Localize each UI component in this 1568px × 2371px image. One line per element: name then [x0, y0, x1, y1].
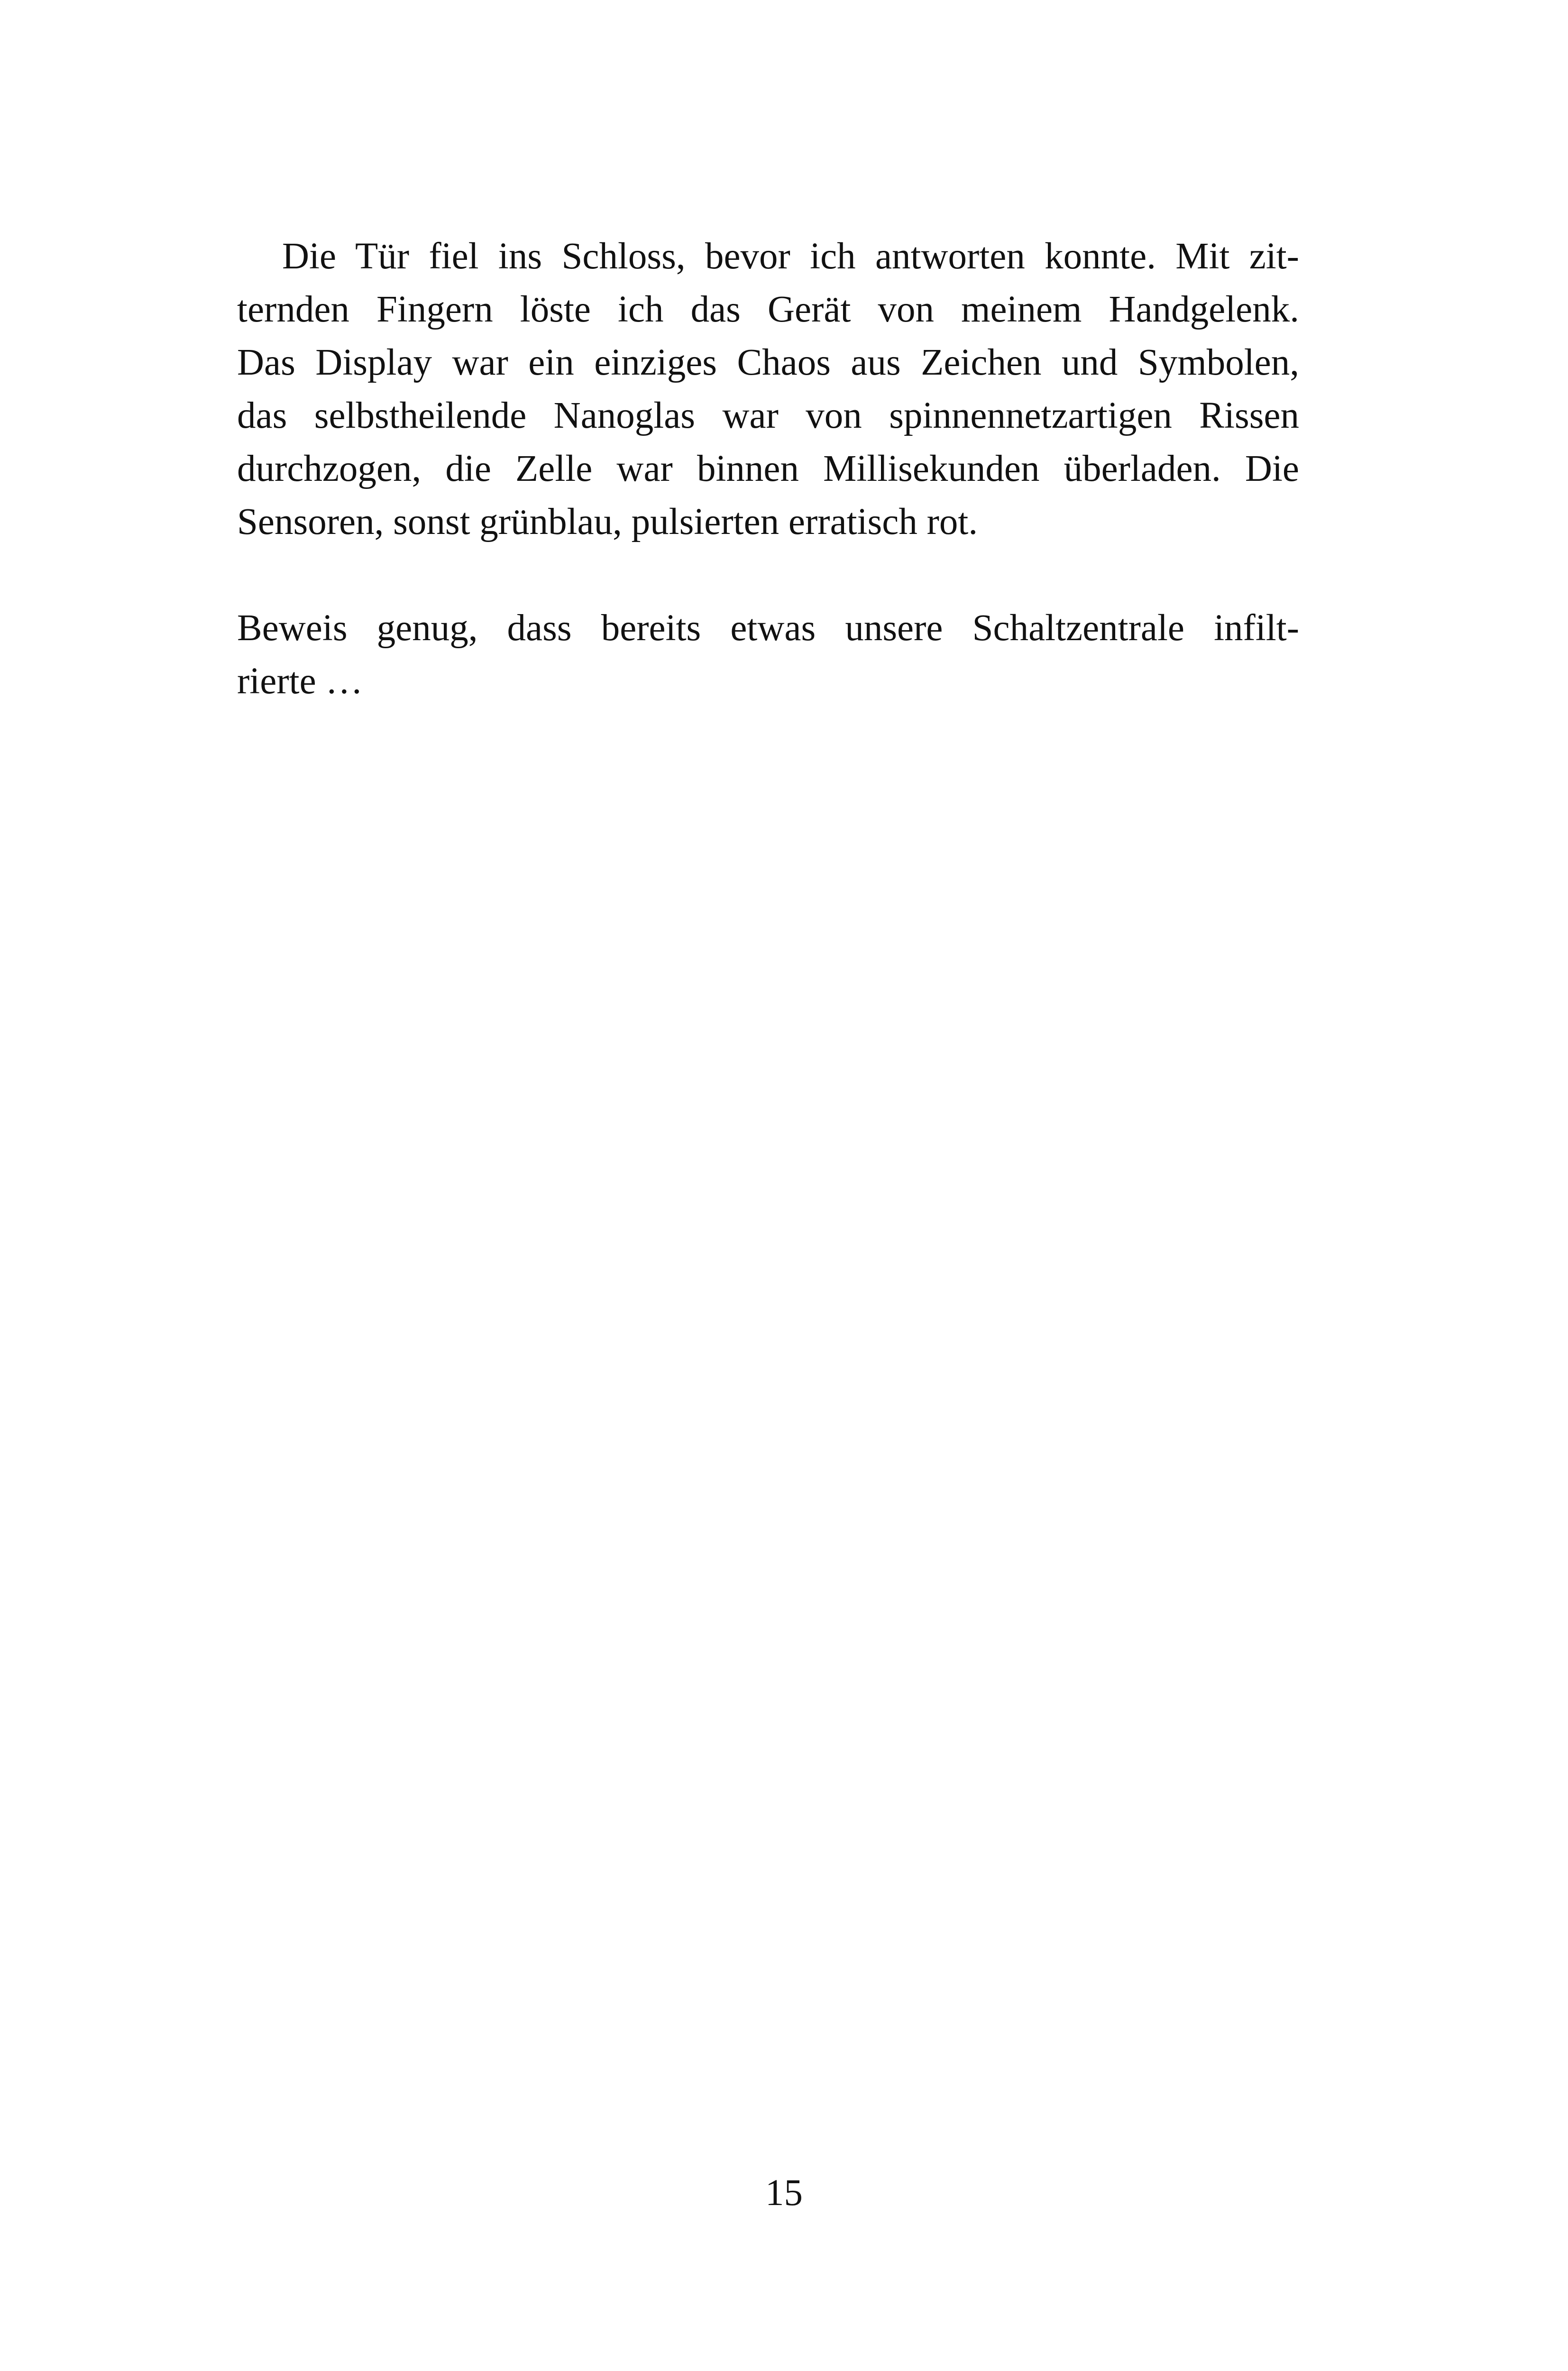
paragraph-gap	[237, 549, 1299, 602]
body-text	[237, 230, 1299, 708]
paragraph-2	[237, 602, 1299, 708]
text-line: Die Tür fiel ins Schloss, bevor ich antworten konnte. Mit zit-	[282, 236, 1299, 277]
text-line: Beweis genug, dass bereits etwas unsere Schaltzentrale infilt-	[237, 607, 1299, 649]
text-line: rierte …	[237, 661, 363, 702]
text-line: Sensoren, sonst grünblau, pulsierten erratisch rot.	[237, 501, 978, 542]
page-number: 15	[765, 2172, 803, 2214]
text-line: Das Display war ein einziges Chaos aus Zeichen und Symbolen,	[237, 342, 1299, 383]
text-line: das selbstheilende Nanoglas war von spinnennetzartigen Rissen	[237, 395, 1299, 436]
text-line: ternden Fingern löste ich das Gerät von meinem Handgelenk.	[237, 289, 1299, 330]
paragraph-1	[237, 230, 1299, 549]
text-line: durchzogen, die Zelle war binnen Millisekunden überladen. Die	[237, 448, 1299, 489]
